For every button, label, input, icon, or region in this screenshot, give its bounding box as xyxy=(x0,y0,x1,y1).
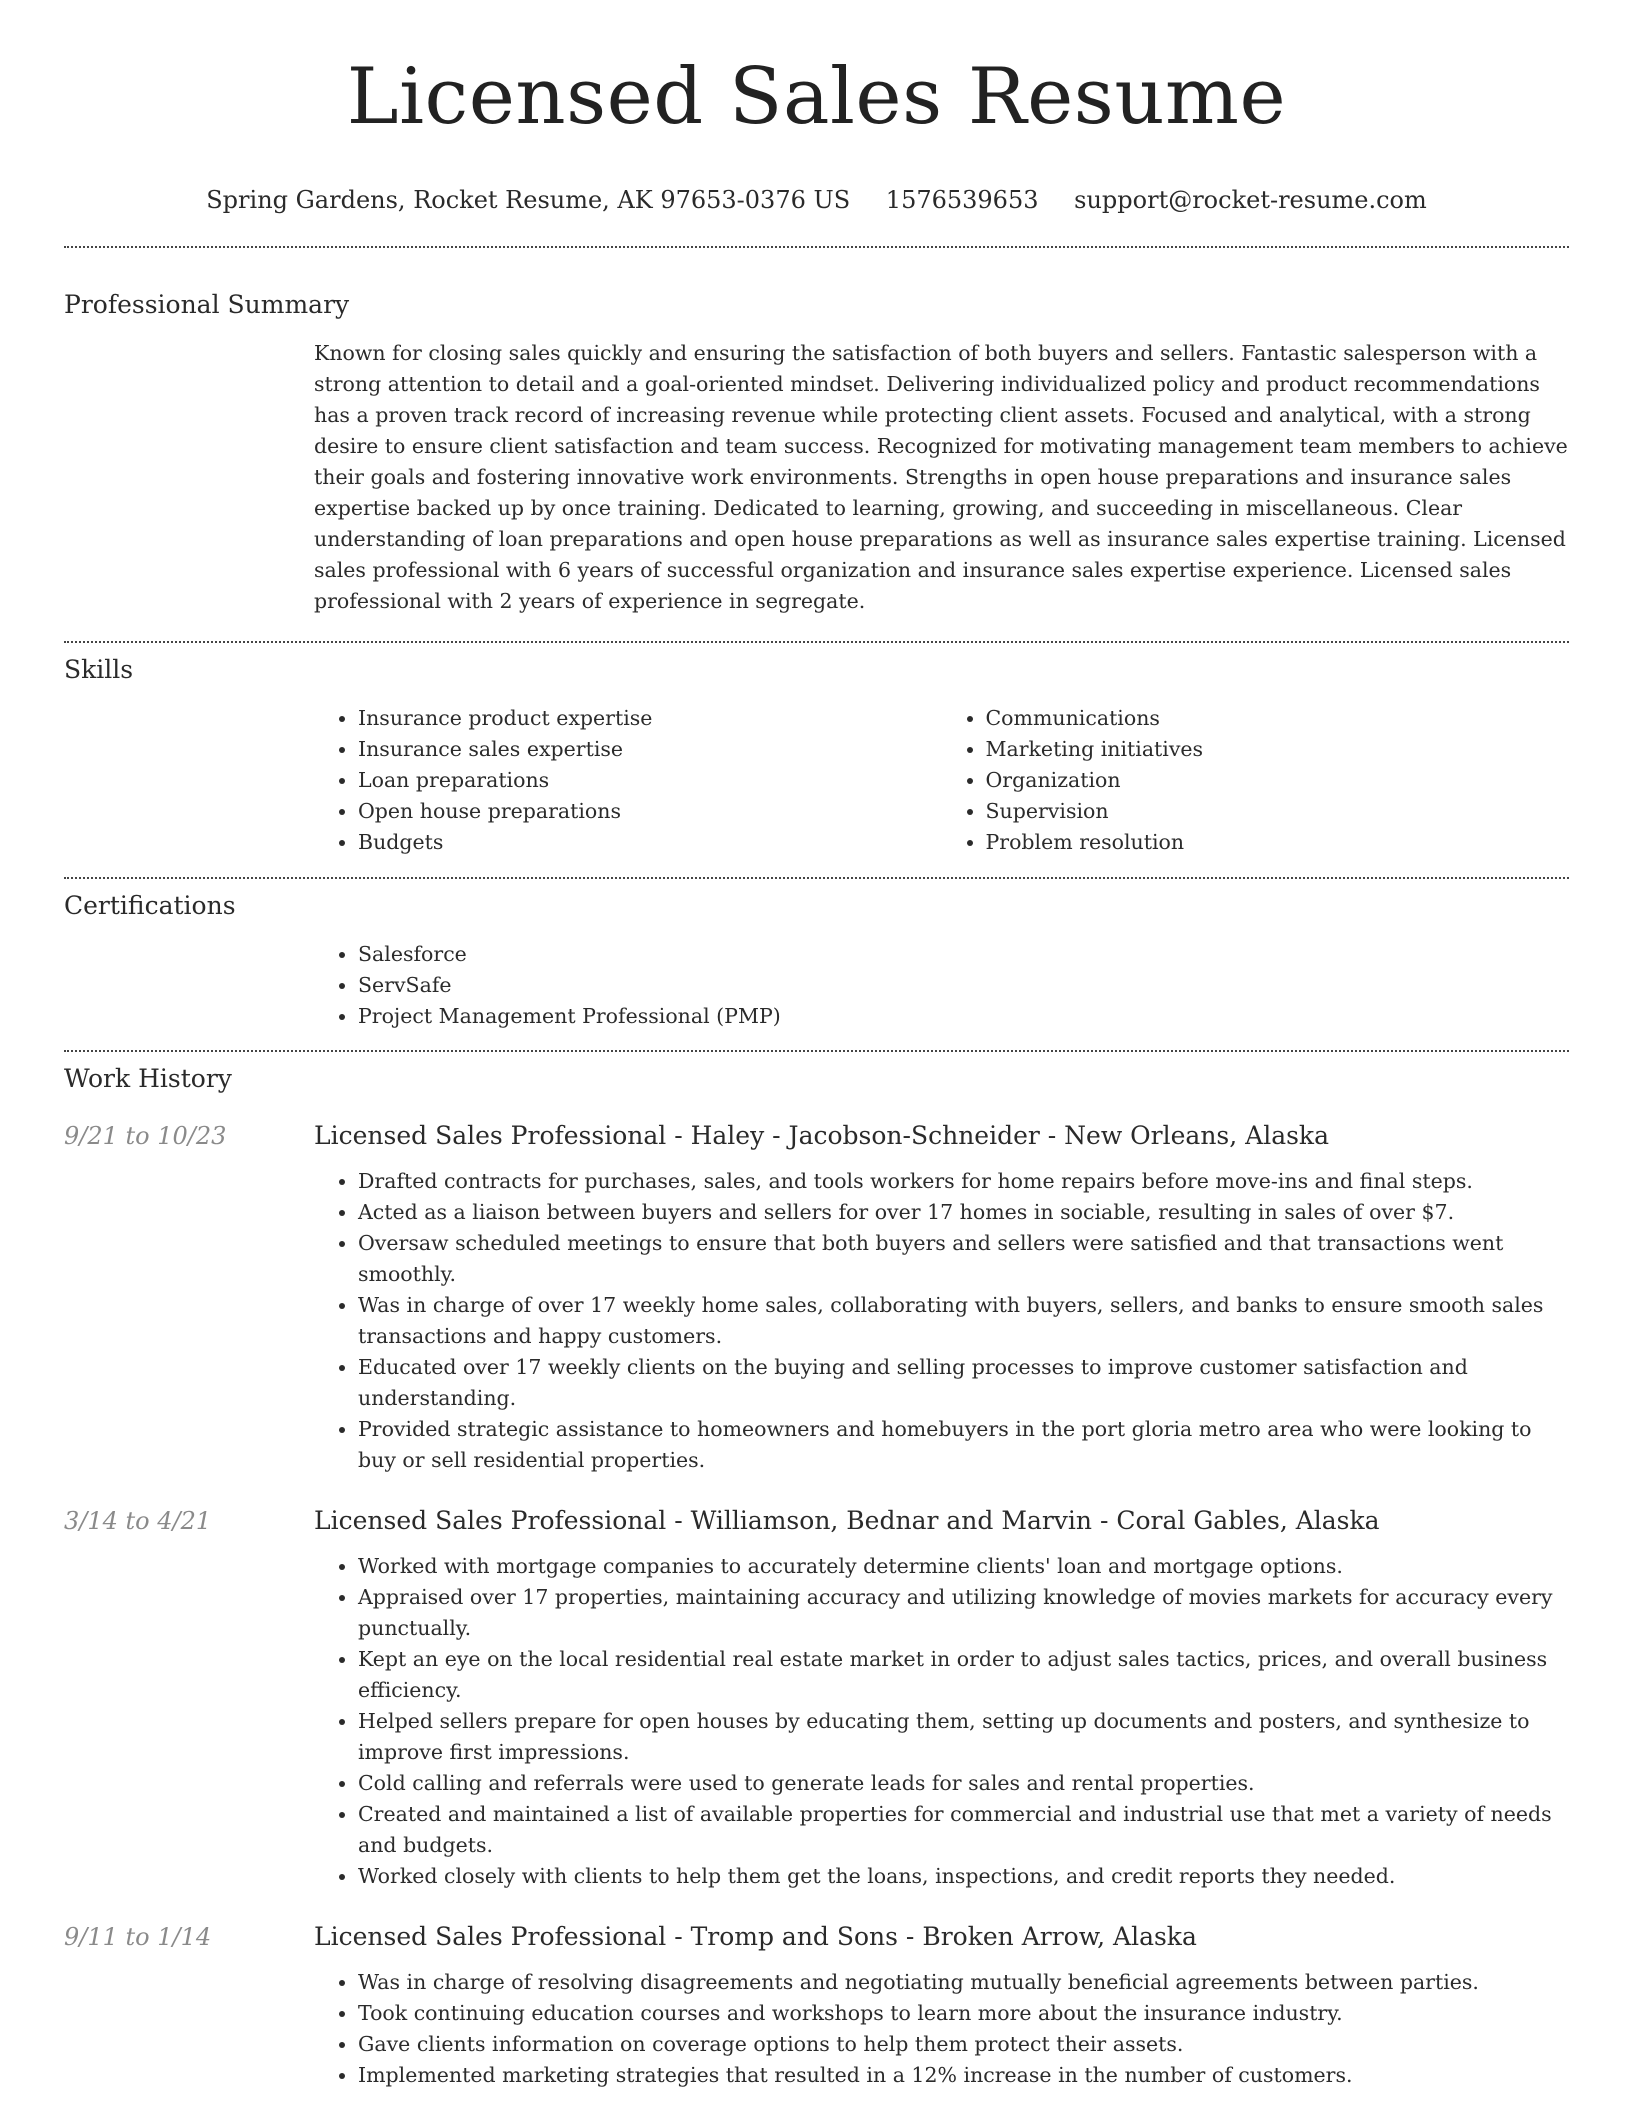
contact-email: support@rocket-resume.com xyxy=(1074,186,1427,214)
job-bullet: • Gave clients information on coverage options to help them protect their assets. xyxy=(358,2029,1569,2060)
job-bullet: • Provided strategic assistance to homeowners and homebuyers in the port gloria metro area who were looking to buy or sell residential properties. xyxy=(358,1414,1569,1476)
job-heading: Licensed Sales Professional - Williamson, Bednar and Marvin - Coral Gables, Alaska xyxy=(314,1506,1380,1535)
skill-item: • Problem resolution xyxy=(986,827,1570,858)
skills-heading: Skills xyxy=(64,655,134,684)
job-bullet: • Oversaw scheduled meetings to ensure that both buyers and sellers were satisfied and that transactions went smoothly. xyxy=(358,1228,1569,1290)
job-bullet: • Acted as a liaison between buyers and sellers for over 17 homes in sociable, resulting in sales of over $7. xyxy=(358,1197,1569,1228)
resume-title: Licensed Sales Resume xyxy=(346,52,1287,142)
divider xyxy=(64,246,1569,248)
job-bullet: • Was in charge of over 17 weekly home sales, collaborating with buyers, sellers, and banks to ensure smooth sales transactions and happy customers. xyxy=(358,1290,1569,1352)
job-bullet: • Educated over 17 weekly clients on the buying and selling processes to improve customer satisfaction and understanding. xyxy=(358,1352,1569,1414)
job-bullet: • Drafted contracts for purchases, sales, and tools workers for home repairs before move-ins and final steps. xyxy=(358,1166,1569,1197)
job-entry xyxy=(64,1119,1569,1476)
work-history-heading: Work History xyxy=(64,1064,232,1093)
skill-item: • Insurance product expertise xyxy=(358,703,942,734)
certification-item: • Project Management Professional (PMP) xyxy=(358,1001,1569,1032)
job-date: 9/11 to 1/14 xyxy=(64,1923,212,1951)
job-bullet: • Appraised over 17 properties, maintaining accuracy and utilizing knowledge of movies markets for accuracy every punctually. xyxy=(358,1582,1569,1644)
work-history-section xyxy=(64,1063,1569,2091)
job-bullet: • Cold calling and referrals were used to generate leads for sales and rental properties. xyxy=(358,1768,1569,1799)
divider xyxy=(64,877,1569,879)
certification-item: • Salesforce xyxy=(358,939,1569,970)
summary-text: Known for closing sales quickly and ensuring the satisfaction of both buyers and sellers. Fantastic salesperson with a strong attention to detail and a goal-oriented mindset. Delivering individualized policy and product recommendations has a proven track record of increasing revenue while protecting client assets. Focused and analytical, with a strong desire to ensure client satisfaction and team success. Recognized for motivating management team members to achieve their goals and fostering innovative work environments. Strengths in open house preparations and insurance sales expertise backed up by once training. Dedicated to learning, growing, and succeeding in miscellaneous. Clear understanding of loan preparations and open house preparations as well as insurance sales expertise training. Licensed sales professional with 6 years of successful organization and insurance sales expertise experience. Licensed sales professional with 2 years of experience in segregate. xyxy=(314,341,1568,613)
certifications-section xyxy=(64,890,1569,1032)
contact-info xyxy=(64,184,1569,216)
certifications-heading: Certifications xyxy=(64,891,236,920)
job-bullet: • Implemented marketing strategies that resulted in a 12% increase in the number of customers. xyxy=(358,2060,1569,2091)
skills-list-right xyxy=(942,703,1570,858)
job-bullet: • Kept an eye on the local residential real estate market in order to adjust sales tactics, prices, and overall business efficiency. xyxy=(358,1644,1569,1706)
job-bullet: • Took continuing education courses and workshops to learn more about the insurance industry. xyxy=(358,1998,1569,2029)
job-bullets xyxy=(314,1166,1569,1476)
summary-heading: Professional Summary xyxy=(64,290,350,319)
certification-item: • ServSafe xyxy=(358,970,1569,1001)
job-bullet: • Was in charge of resolving disagreements and negotiating mutually beneficial agreements between parties. xyxy=(358,1967,1569,1998)
job-date: 9/21 to 10/23 xyxy=(64,1122,227,1150)
skill-item: • Communications xyxy=(986,703,1570,734)
skill-item: • Open house preparations xyxy=(358,796,942,827)
skill-item: • Supervision xyxy=(986,796,1570,827)
skills-section xyxy=(64,654,1569,858)
job-heading: Licensed Sales Professional - Haley - Jacobson-Schneider - New Orleans, Alaska xyxy=(314,1121,1329,1150)
job-bullet: • Created and maintained a list of available properties for commercial and industrial use that met a variety of needs and budgets. xyxy=(358,1799,1569,1861)
job-entry xyxy=(64,1504,1569,1892)
certifications-list xyxy=(314,939,1569,1032)
job-bullets xyxy=(314,1551,1569,1892)
job-bullet: • Helped sellers prepare for open houses by educating them, setting up documents and posters, and synthesize to improve first impressions. xyxy=(358,1706,1569,1768)
job-bullets xyxy=(314,1967,1569,2091)
job-heading: Licensed Sales Professional - Tromp and Sons - Broken Arrow, Alaska xyxy=(314,1922,1197,1951)
divider xyxy=(64,641,1569,643)
skill-item: • Organization xyxy=(986,765,1570,796)
skills-list-left xyxy=(314,703,942,858)
resume-page xyxy=(64,0,1569,2091)
job-date: 3/14 to 4/21 xyxy=(64,1507,212,1535)
job-bullet: • Worked closely with clients to help them get the loans, inspections, and credit reports they needed. xyxy=(358,1861,1569,1892)
divider xyxy=(64,1050,1569,1052)
skill-item: • Budgets xyxy=(358,827,942,858)
skill-item: • Marketing initiatives xyxy=(986,734,1570,765)
skill-item: • Loan preparations xyxy=(358,765,942,796)
summary-section xyxy=(64,289,1569,617)
skill-item: • Insurance sales expertise xyxy=(358,734,942,765)
job-bullet: • Worked with mortgage companies to accurately determine clients' loan and mortgage options. xyxy=(358,1551,1569,1582)
job-entry xyxy=(64,1920,1569,2091)
contact-address: Spring Gardens, Rocket Resume, AK 97653-0376 US xyxy=(206,186,851,214)
contact-phone: 1576539653 xyxy=(885,186,1039,214)
